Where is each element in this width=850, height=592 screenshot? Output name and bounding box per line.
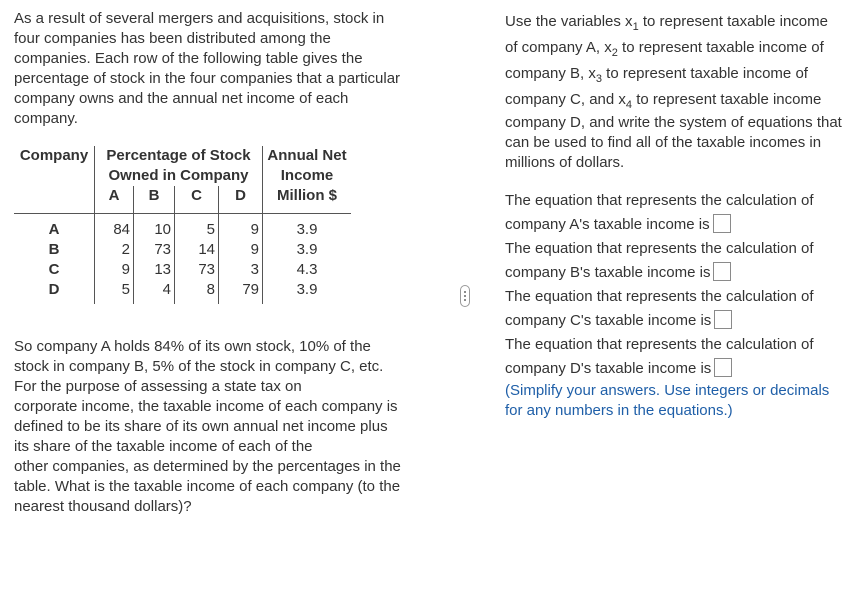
intro-paragraph: As a result of several mergers and acquisitions, stock in four companies has been distributed among the companies. Each row of the following table gives the percentage of stock in the four companies that a particular company owns and the annual net income of each company.: [14, 10, 401, 127]
table-row: B 2 73 14 9 3.9: [14, 240, 351, 260]
table-row: D 5 4 8 79 3.9: [14, 280, 351, 304]
equation-prompts: The equation that represents the calculation of company A's taxable income is The equation that represents the calculation of company B's taxable income is The equation that represents the calculation of company C's taxable income is The equation that represents the calculation of company D's taxable income is: [505, 192, 814, 377]
grip-dot-icon: [464, 291, 466, 293]
simplify-note: (Simplify your answers. Use integers or decimals for any numbers in the equations.): [505, 382, 830, 419]
problem-statement: [14, 9, 439, 129]
answer-input-company-b[interactable]: [713, 262, 731, 281]
answer-input-company-a[interactable]: [713, 214, 731, 233]
column-header-a: A: [95, 186, 134, 214]
instructions: Use the variables $x_1$ to represent taxable income of company A, $x_2$ to represent taxable income of company B, $x_3$ to represent taxable income of company C, and $x_4$ to represent taxable income company D, and write the system of equations that can be used to find all of the taxable incomes in millions of dollars.: [505, 13, 842, 171]
income-header: Annual Net: [267, 147, 347, 164]
stock-table: Company Percentage of Stock Annual Net Owned in Company Income A B C D Million $ A 84 10 5 9 3.9 B 2 73 14 9 3.9 C 9 13 73 3 4.3 D 5 4 8 79 3.9: [14, 146, 351, 304]
answer-panel: [505, 9, 850, 421]
company-header: Company: [14, 146, 95, 186]
grip-dot-icon: [464, 295, 466, 297]
answer-input-company-c[interactable]: [714, 310, 732, 329]
owned-header: Owned in Company: [95, 166, 263, 186]
table-row: C 9 13 73 3 4.3: [14, 260, 351, 280]
table-row: A 84 10 5 9 3.9: [14, 214, 351, 241]
column-header-c: C: [175, 186, 219, 214]
pane-resize-handle[interactable]: [460, 285, 470, 307]
column-header-d: D: [219, 186, 263, 214]
column-header-b: B: [134, 186, 175, 214]
explanation-paragraph: So company A holds 84% of its own stock, 10% of the stock in company B, 5% of the stock in company C, etc. For the purpose of assessing a state tax on corporate income, the taxable income of each company is defined to be its share of its own annual net income plus its share of the taxable income of each of the other companies, as determined by the percentages in the table. What is the taxable income of each company (to the nearest thousand dollars)?: [14, 338, 401, 515]
percentage-header: Percentage of Stock: [95, 146, 263, 166]
answer-input-company-d[interactable]: [714, 358, 732, 377]
grip-dot-icon: [464, 299, 466, 301]
